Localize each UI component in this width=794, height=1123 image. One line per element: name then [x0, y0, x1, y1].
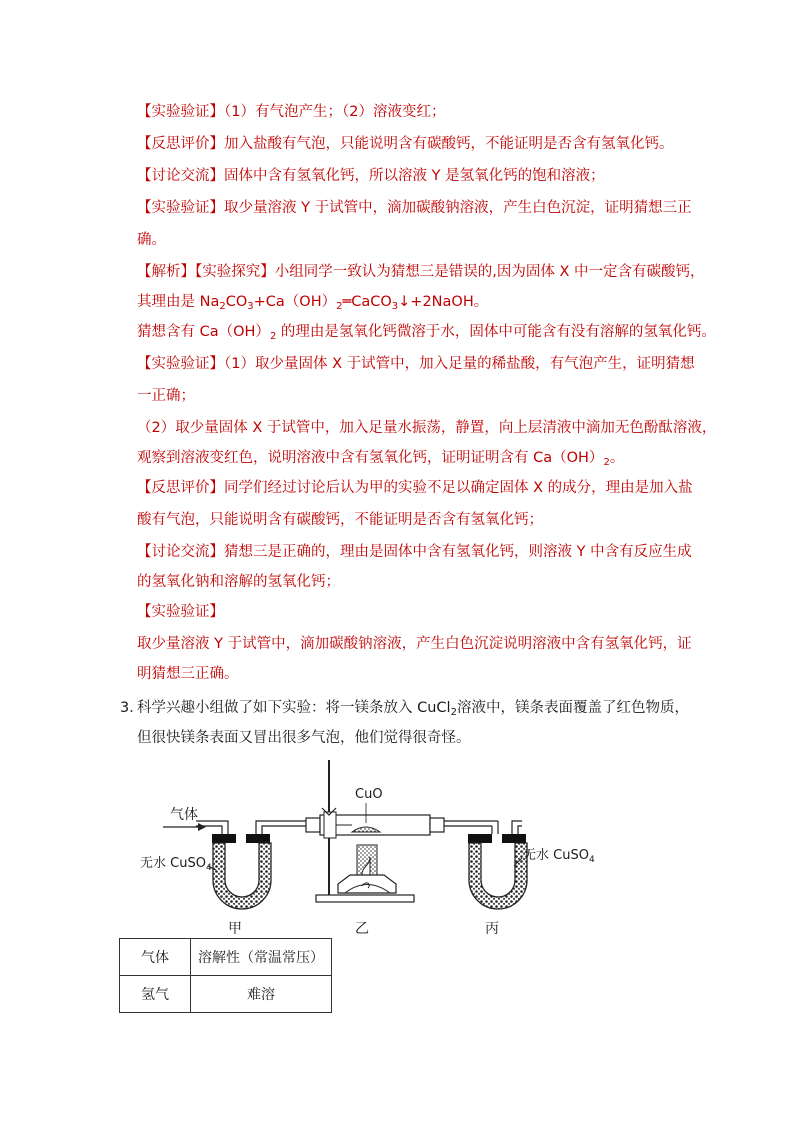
- line-4: 【实验验证】取少量溶液 Y 于试管中，滴加碳酸钠溶液，产生白色沉淀，证明猜想三正: [137, 200, 692, 216]
- line-2: 【反思评价】加入盐酸有气泡，只能说明含有碳酸钙，不能证明是否含有氢氧化钙。: [137, 136, 674, 152]
- table-header-gas: 气体: [120, 939, 191, 976]
- line-17: 【实验验证】: [137, 604, 224, 620]
- line-8: 猜想含有 $Ca(OH)_2$ 的理由是氢氧化钙微溶于水，固体中可能含有没有溶解的氢氧化钙。: [137, 324, 716, 342]
- gas-solubility-table: [119, 938, 332, 1013]
- label-bing: 丙: [485, 921, 499, 937]
- line-1: 【实验验证】（1）有气泡产生；（2）溶液变红；: [137, 104, 446, 120]
- label-yi: 乙: [355, 921, 369, 937]
- line-19: 明猜想三正确。: [137, 666, 239, 682]
- line-11: （2）取少量固体 X 于试管中，加入足量水振荡，静置，向上层清液中滴加无色酚酞溶液，: [137, 420, 717, 436]
- line-13: 【反思评价】同学们经过讨论后认为甲的实验不足以确定固体 X 的成分，理由是加入盐: [137, 480, 693, 496]
- table-row: [120, 976, 332, 1013]
- gas-arrow-icon: [163, 823, 206, 831]
- line-15: 【讨论交流】猜想三是正确的，理由是固体中含有氢氧化钙，则溶液 Y 中含有反应生成: [137, 544, 692, 560]
- table-cell-solubility: 难溶: [191, 976, 332, 1013]
- u-tube-jia: [196, 821, 306, 909]
- gas-label: 气体: [170, 807, 198, 823]
- question-line-2: 但很快镁条表面又冒出很多气泡，他们觉得很奇怪。: [137, 730, 471, 746]
- line-6: 【解析】【实验探究】小组同学一致认为猜想三是错误的,因为固体 X 中一定含有碳酸钙，: [137, 264, 705, 280]
- line-16: 的氢氧化钠和溶解的氢氧化钙；: [137, 574, 340, 590]
- line-7-equation: 其理由是 $Na_2CO_3+Ca(OH)_2═CaCO_3↓+2NaOH$。: [137, 294, 489, 312]
- table-header-row: [120, 939, 332, 976]
- left-reagent-label: 无水 CuSO$_4$: [140, 856, 212, 873]
- right-reagent-label: 无水 CuSO$_4$: [523, 848, 595, 865]
- line-14: 酸有气泡，只能说明含有碳酸钙，不能证明是否含有氢氧化钙；: [137, 512, 543, 528]
- cuo-label: CuO: [355, 787, 383, 802]
- question-number: 3．: [120, 700, 144, 716]
- line-5: 确。: [137, 232, 166, 248]
- table-cell-gas: 氢气: [120, 976, 191, 1013]
- line-9: 【实验验证】（1）取少量固体 X 于试管中，加入足量的稀盐酸，有气泡产生，证明猜想: [137, 356, 695, 372]
- question-line-1: 科学兴趣小组做了如下实验：将一镁条放入 CuCl$_2$溶液中，镁条表面覆盖了红色物质，: [137, 700, 689, 718]
- alcohol-lamp: [338, 845, 396, 893]
- table-header-solubility: 溶解性（常温常压）: [191, 939, 332, 976]
- u-tube-bing: [468, 821, 527, 909]
- line-18: 取少量溶液 Y 于试管中，滴加碳酸钠溶液，产生白色沉淀说明溶液中含有氢氧化钙，证: [137, 636, 692, 652]
- label-jia: 甲: [228, 921, 242, 937]
- line-10: 一正确；: [137, 388, 195, 404]
- line-3: 【讨论交流】固体中含有氢氧化钙，所以溶液 Y 是氢氧化钙的饱和溶液；: [137, 168, 605, 184]
- line-12: 观察到溶液变红色，说明溶液中含有氢氧化钙，证明证明含有 $Ca(OH)_2$。: [137, 450, 625, 468]
